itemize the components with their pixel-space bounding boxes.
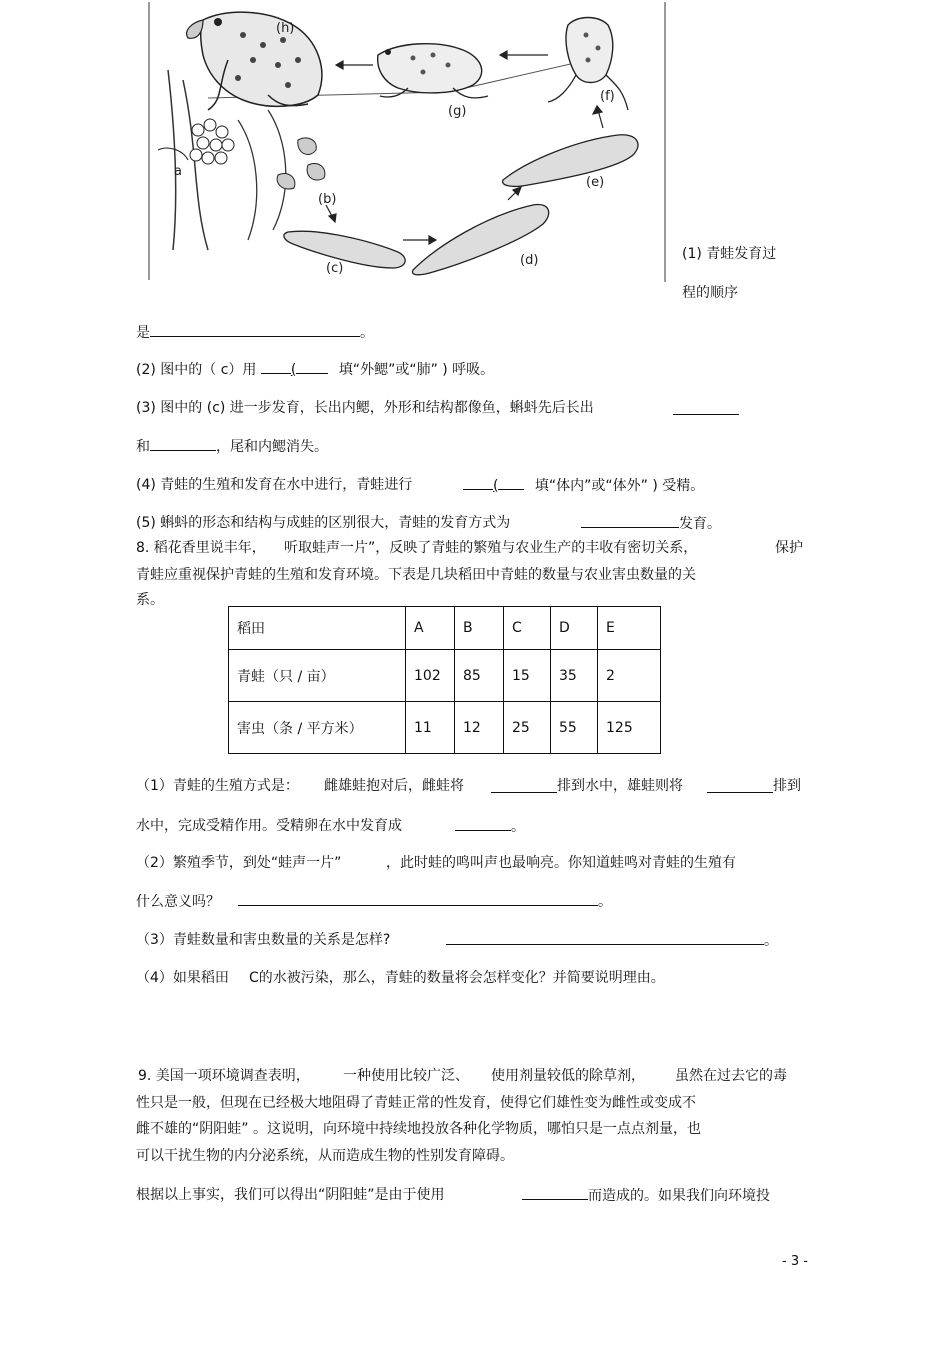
page-number: - 3 - (782, 1254, 808, 1269)
q9-line5-fill (522, 1185, 770, 1206)
q9-line1-a: 9. 美国一项环境调查表明， (138, 1068, 310, 1084)
q7-part5-blank[interactable] (581, 513, 679, 528)
table-cell: 害虫（条 / 平方米） (229, 702, 406, 754)
q7-part2-blank-tail (296, 359, 328, 374)
q9-blank[interactable] (522, 1185, 588, 1200)
table-cell: D (551, 607, 598, 650)
q8-sub2-b: ，此时蛙的鸣叫声也最响亮。你知道蛙鸣对青蛙的生殖有 (386, 855, 736, 871)
table-cell: 85 (455, 650, 504, 702)
q8-sub4-b: C的水被污染，那么，青蛙的数量将会怎样变化？并简要说明理由。 (249, 970, 665, 986)
q8-sub1-blank-2[interactable] (707, 778, 773, 793)
q8-line2: 青蛙应重视保护青蛙的生殖和发育环境。下表是几块稻田中青蛙的数量与农业害虫数量的关 (136, 567, 696, 583)
table-row (229, 702, 661, 754)
q9-line2: 性只是一般，但现在已经极大地阻碍了青蛙正常的性发育，使得它们雄性变为雌性或变成不 (136, 1095, 696, 1111)
table-cell: B (455, 607, 504, 650)
q8-sub1-f: 。 (511, 819, 525, 835)
table-cell: 11 (406, 702, 455, 754)
adult-frog-h-drawing (187, 12, 322, 110)
figure-label-h: (h) (276, 21, 295, 36)
table-cell: 55 (551, 702, 598, 754)
q7-part5-text-a: (5) 蝌蚪的形态和结构与成蛙的区别很大，青蛙的发育方式为 (136, 515, 511, 531)
q7-part5-fill (581, 513, 721, 534)
q8-sub1-c: 排到水中，雄蛙则将 (557, 778, 683, 794)
q7-part2-text-a: (2) 图中的（ c）用 (136, 362, 257, 378)
q7-part5-text-b: 发育。 (679, 516, 721, 532)
table-cell: 102 (406, 650, 455, 702)
q7-part3-text-c: ，尾和内鳃消失。 (216, 439, 328, 455)
q9-line1-d: 虽然在过去它的毒 (675, 1068, 787, 1084)
q8-sub1-b: 雌雄蛙抱对后，雌蛙将 (324, 778, 464, 794)
table-cell: 青蛙（只 / 亩） (229, 650, 406, 702)
tadpole-c-drawing (284, 231, 405, 268)
q8-sub1-e: 水中，完成受精作用。受精卵在水中发育成 (136, 818, 402, 834)
q9-line1-c: 使用剂量较低的除草剂， (491, 1068, 645, 1084)
q8-sub2-a: （2）繁殖季节，到处“蛙声一片” (136, 855, 342, 871)
q7-part3-text-a: (3) 图中的 (c) 进一步发育，长出内鳃，外形和结构都像鱼，蝌蚪先后长出 (136, 400, 594, 416)
table-cell: 25 (504, 702, 551, 754)
q7-part1-blank[interactable] (150, 322, 360, 337)
q8-sub3-b: 。 (764, 933, 778, 949)
tadpole-e-drawing (503, 135, 638, 187)
q7-part4-text-a: (4) 青蛙的生殖和发育在水中进行，青蛙进行 (136, 477, 413, 493)
q8-sub1-fill (455, 816, 525, 837)
figure-label-f: (f) (600, 89, 615, 104)
q7-part2-paren: ( (290, 362, 297, 378)
q8-sub1-blank-3[interactable] (455, 816, 511, 831)
frog-pest-table (228, 606, 661, 754)
q7-part1-line (136, 322, 374, 343)
table-row (229, 607, 661, 650)
q7-part1-text-c: 是 (136, 325, 150, 341)
q8-sub2-line2 (136, 891, 612, 912)
q8-sub1-a: （1）青蛙的生殖方式是： (136, 778, 299, 794)
q7-part4-paren: ( (493, 478, 499, 494)
figure-label-a: a (174, 164, 182, 179)
q8-sub3-blank[interactable] (446, 930, 764, 945)
figure-label-c: (c) (326, 261, 344, 276)
q8-sub1-d: 排到 (773, 778, 801, 794)
q8-line1-a: 8. 稻花香里说丰年， (136, 540, 266, 556)
young-frog-g-drawing (378, 44, 488, 98)
q8-sub2-blank[interactable] (238, 891, 598, 906)
figure-label-g: (g) (448, 104, 467, 119)
table-cell: 125 (598, 702, 661, 754)
table-cell: C (504, 607, 551, 650)
q9-line1-b: 一种使用比较广泛、 (343, 1068, 469, 1084)
q9-line5-a: 根据以上事实，我们可以得出“阴阳蛙”是由于使用 (136, 1187, 445, 1203)
table-cell: 2 (598, 650, 661, 702)
q8-sub1-blank-1[interactable] (491, 778, 557, 793)
q7-part3-line2 (136, 436, 328, 457)
q7-part4-blank-tail (498, 475, 524, 490)
q8-line3: 系。 (136, 592, 164, 608)
table-cell: A (406, 607, 455, 650)
table-row (229, 650, 661, 702)
q7-part3-blank-1[interactable] (673, 400, 739, 415)
q9-line4: 可以干扰生物的内分泌系统，从而造成生物的性别发育障碍。 (136, 1148, 514, 1164)
q8-line1-b: 听取蛙声一片”，反映了青蛙的繁殖与农业生产的丰收有密切关系， (284, 540, 698, 556)
q7-part3-text-b: 和 (136, 439, 150, 455)
q7-part2-line (136, 359, 494, 380)
table-cell: E (598, 607, 661, 650)
q8-sub3-fill (446, 930, 778, 951)
table-cell: 15 (504, 650, 551, 702)
q7-part4-fill (463, 475, 704, 496)
hatchlings-b-drawing (277, 138, 325, 189)
q7-part2-blank[interactable] (261, 359, 291, 374)
q8-line1-c: 保护 (775, 540, 803, 556)
q8-sub4-a: （4）如果稻田 (136, 970, 229, 986)
q7-part1-text-b: 程的顺序 (682, 285, 738, 301)
q7-part3-blank-2[interactable] (150, 436, 216, 451)
q8-sub2-c: 什么意义吗？ (136, 894, 220, 910)
q7-part4-text-c: 填“体内”或“体外” ) 受精。 (534, 478, 705, 494)
q7-part1-text-a: (1) 青蛙发育过 (682, 246, 777, 262)
q9-line3: 雌不雄的“阴阳蛙” 。这说明，向环境中持续地投放各种化学物质，哪怕只是一点点剂量，也 (136, 1121, 701, 1137)
q8-sub2-d: 。 (598, 894, 612, 910)
q7-part4-blank[interactable] (463, 475, 493, 490)
q8-sub3-a: （3）青蛙数量和害虫数量的关系是怎样? (136, 932, 391, 948)
q7-part1-end: 。 (360, 325, 374, 341)
q9-line5-b: 而造成的。如果我们向环境投 (588, 1188, 770, 1204)
figure-label-e: (e) (586, 175, 605, 190)
figure-label-d: (d) (520, 253, 539, 268)
table-cell: 12 (455, 702, 504, 754)
froglet-f-drawing (548, 18, 628, 111)
table-cell: 35 (551, 650, 598, 702)
frog-life-cycle-figure (148, 0, 668, 282)
table-cell: 稻田 (229, 607, 406, 650)
figure-label-b: (b) (318, 192, 337, 207)
q7-part2-text-c: 填“外鳃”或“肺” ) 呼吸。 (338, 362, 495, 378)
